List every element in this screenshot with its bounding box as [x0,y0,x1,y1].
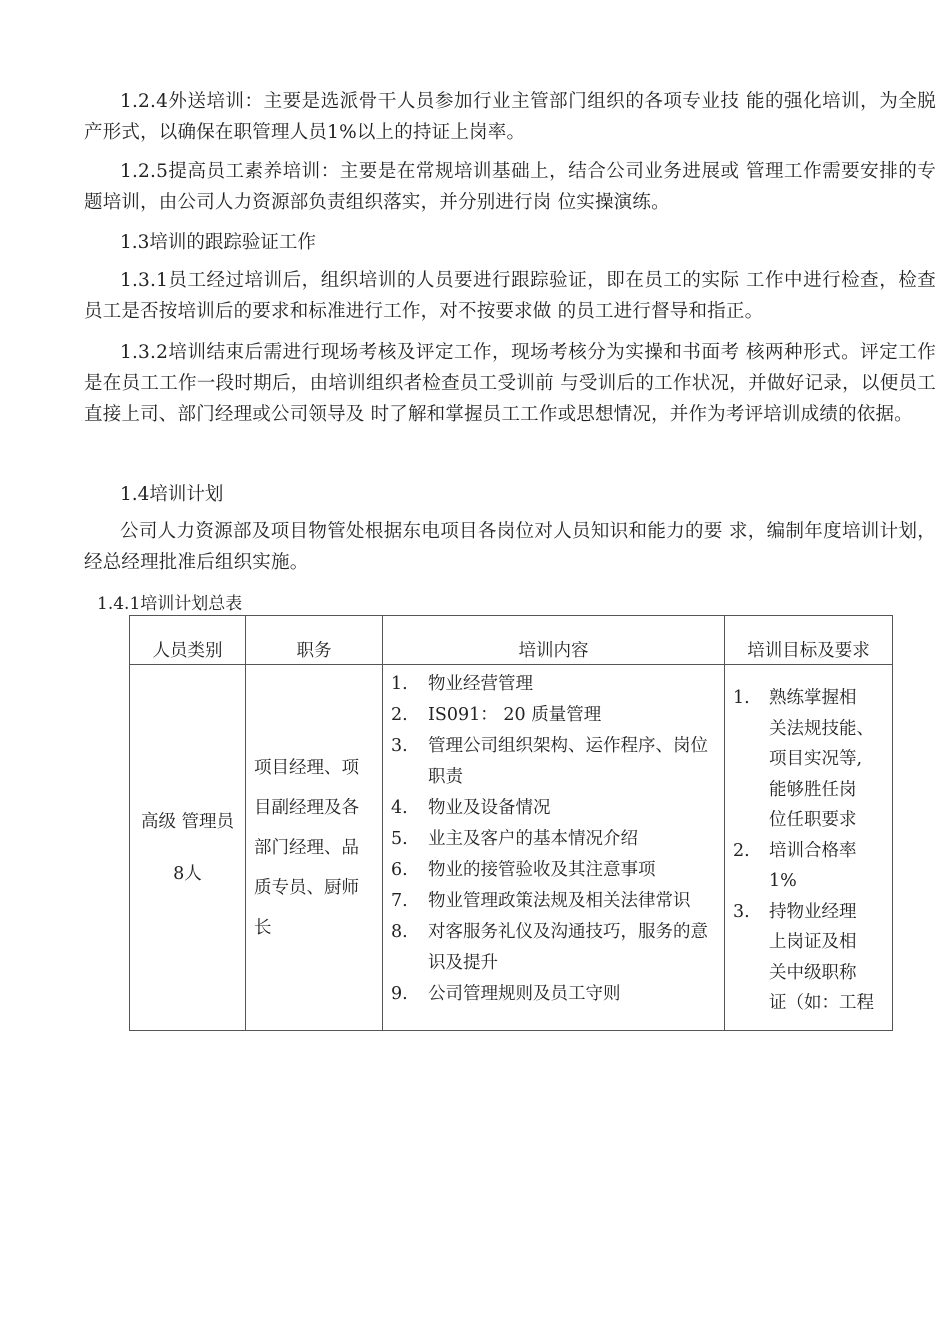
goal-line: 关中级职称 [769,962,857,983]
list-item-number: 5. [391,829,408,849]
list-item-number: 6. [391,860,408,880]
table-row [130,665,893,1031]
heading-1-4: 1.4培训计划 [120,484,224,505]
list-item [391,824,718,855]
goal-line: 培训合格率 [769,840,857,861]
list-item-number: 4. [391,798,408,818]
goal-item-number: 3. [733,901,750,922]
content-list [383,665,724,1010]
list-item-number: 8. [391,922,408,942]
table-caption: 1.4.1培训计划总表 [97,594,243,614]
list-item-text: 管理公司组织架构、运作程序、岗位职责 [428,736,708,787]
list-item [391,669,718,700]
goal-item-number: 1. [733,688,750,708]
list-item-text: 对客服务礼仪及沟通技巧，服务的意识及提升 [428,922,708,973]
list-item-text: 物业及设备情况 [428,798,551,818]
list-item [391,793,718,824]
positions-cell: 项目经理、项目副经理及各部门经理、品质专员、厨师长 [246,665,383,1031]
goal-line: 1% [769,871,797,891]
list-item [391,855,718,886]
header-goals: 培训目标及要求 [725,616,893,665]
paragraph-1-3-1: 1.3.1员工经过培训后，组织培训的人员要进行跟踪验证，即在员工的实际 工作中进行检查，检查员工是否按培训后的要求和标准进行工作，对不按要求做 的员工进行督导和指正。 [84,270,936,322]
list-item-text: 物业经营管理 [428,674,533,694]
category-cell [130,665,246,1031]
goal-line: 上岗证及相 [769,932,857,952]
list-item-text: 业主及客户的基本情况介绍 [428,829,638,849]
goal-line: 项目实况等, [769,749,863,769]
paragraph-training-plan: 公司人力资源部及项目物管处根据东电项目各岗位对人员知识和能力的要 求，编制年度培训计划，经总经理批准后组织实施。 [84,521,936,573]
header-category: 人员类别 [130,616,246,665]
list-item [391,700,718,731]
goal-line: 证（如：工程 [769,993,874,1013]
training-plan-table [129,615,893,1031]
content-cell [383,665,725,1031]
goal-item-text [769,897,892,1019]
list-item-number: 7. [391,891,408,911]
list-item [391,917,718,979]
list-item-number: 2. [391,705,408,725]
list-item-text: 物业的接管验收及其注意事项 [428,860,656,880]
goal-item-number: 2. [733,840,750,861]
list-item-number: 3. [391,736,408,756]
paragraph-1-2-4: 1.2.4外送培训：主要是选派骨干人员参加行业主管部门组织的各项专业技 能的强化培训，为全脱产形式，以确保在职管理人员1%以上的持证上岗率。 [84,91,936,143]
heading-1-3: 1.3培训的跟踪验证工作 [120,232,316,253]
goal-line: 持物业经理 [769,901,857,922]
list-item-text: 公司管理规则及员工守则 [428,984,621,1004]
list-item-number: 1. [391,674,408,694]
goal-item [733,683,892,836]
goal-item-text [769,683,892,836]
headcount-label: 8人 [173,863,202,884]
list-item [391,886,718,917]
goal-item-text [769,836,892,897]
header-content: 培训内容 [383,616,725,665]
table-header-row [130,616,893,665]
list-item [391,979,718,1010]
paragraph-1-2-5: 1.2.5提高员工素养培训：主要是在常规培训基础上，结合公司业务进展或 管理工作需要安排的专题培训，由公司人力资源部负责组织落实，并分别进行岗 位实操演练。 [84,161,936,213]
header-position: 职务 [246,616,383,665]
goal-line: 位任职要求 [769,810,857,830]
goal-item [733,836,892,897]
list-item-number: 9. [391,984,408,1004]
goals-cell [725,665,893,1031]
goal-line: 能够胜任岗 [769,779,857,800]
goal-line: 关法规技能、 [769,718,874,739]
list-item-text: 物业管理政策法规及相关法律常识 [428,891,691,911]
list-item-text: IS091： 20 质量管理 [428,705,602,725]
goal-line: 熟练掌握相 [769,688,857,708]
goals-list [725,665,892,1019]
paragraph-1-3-2: 1.3.2培训结束后需进行现场考核及评定工作，现场考核分为实操和书面考 核两种形式。评定工作是在员工工作一段时期后，由培训组织者检查员工受训前 与受训后的工作状况，并做好记录，以便员工直接上司、部门经理或公司领导及 时了解和掌握员工工作或思想情况，并作为考评培训成绩的依据。 [84,342,936,425]
category-label: 高级 管理员 [140,811,235,832]
goal-item [733,897,892,1019]
list-item [391,731,718,793]
